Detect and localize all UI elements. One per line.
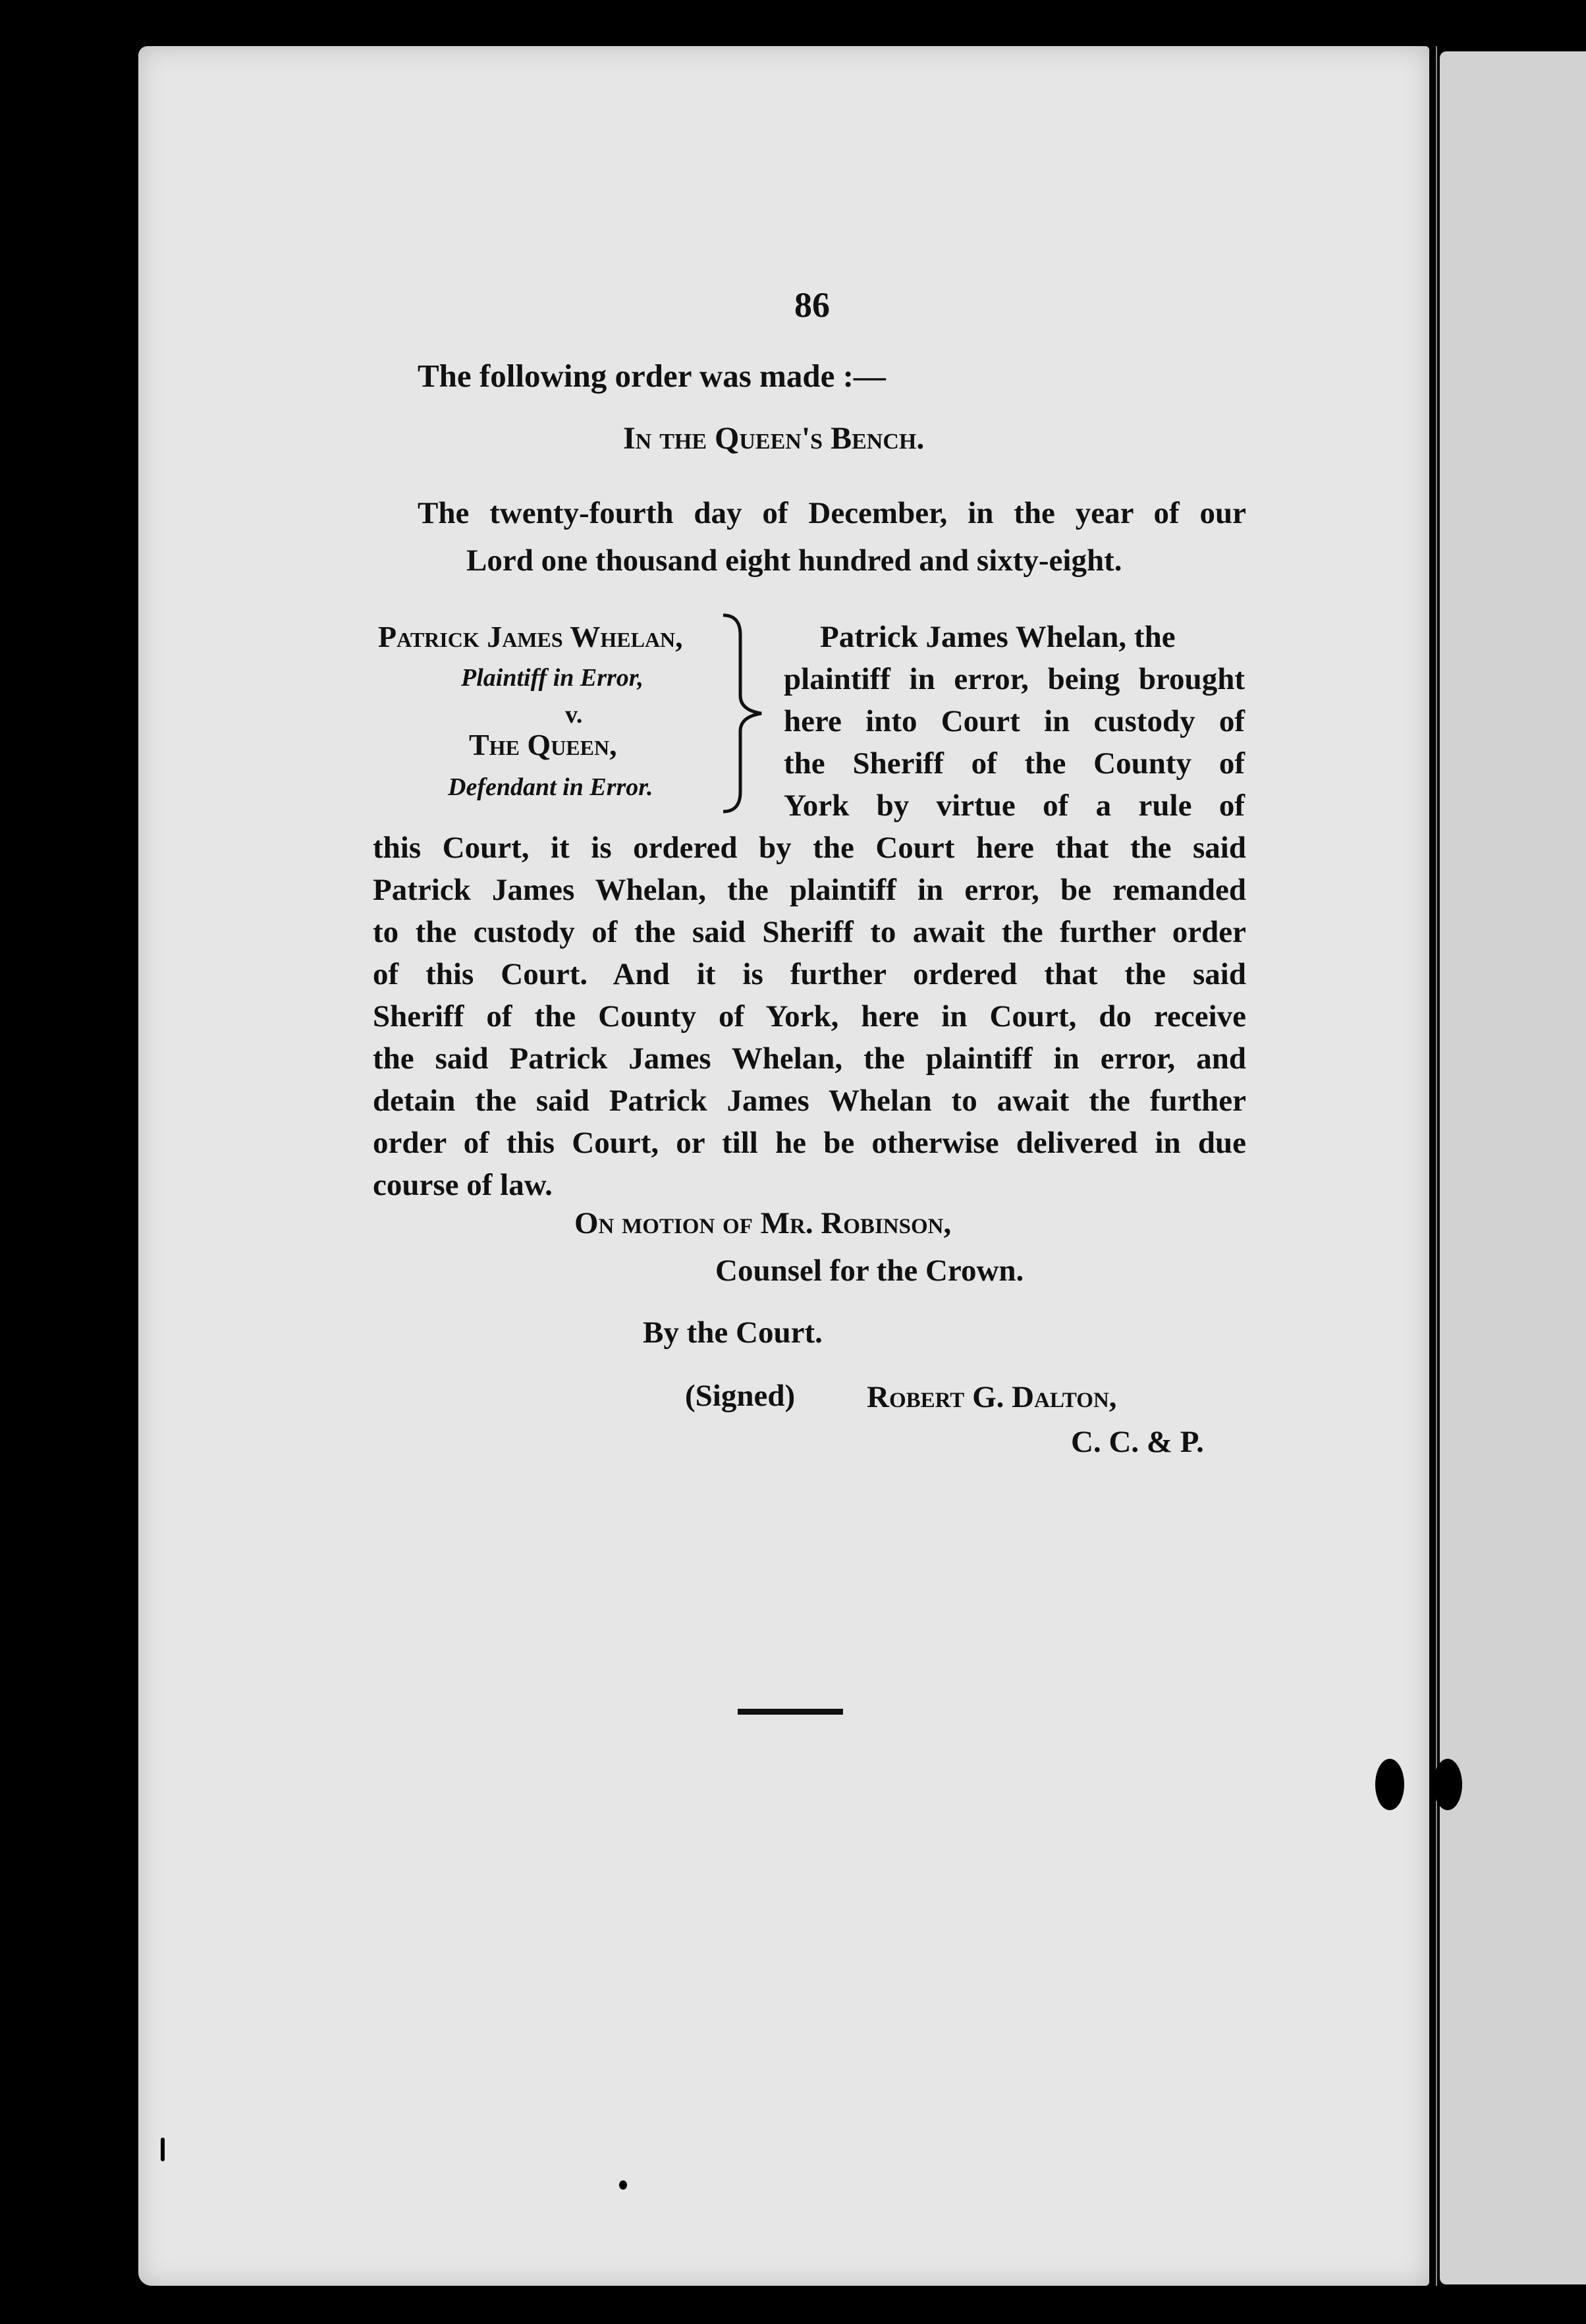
intro-line: The following order was made :—	[418, 358, 886, 394]
signatory-title: C. C. & P.	[1071, 1425, 1204, 1459]
date-line-1: The twenty-fourth day of December, in the year of our	[418, 496, 1246, 530]
body-line-2: Patrick James Whelan, the plaintiff in error, be remanded	[373, 873, 1246, 907]
court-heading: In the Queen's Bench.	[623, 421, 925, 456]
by-the-court: By the Court.	[643, 1315, 823, 1350]
signed-label: (Signed)	[685, 1379, 796, 1413]
page-gutter	[1436, 46, 1437, 2286]
body-line-5: Sheriff of the County of York, here in Court, do receive	[373, 999, 1246, 1034]
motion-line: On motion of Mr. Robinson,	[574, 1206, 952, 1240]
side-line-2: plaintiff in error, being brought	[784, 662, 1245, 696]
case-defendant: The Queen,	[469, 728, 617, 761]
body-line-4: of this Court. And it is further ordered that the said	[373, 957, 1246, 991]
body-line-8: order of this Court, or till he be otherwise delivered in due	[373, 1126, 1246, 1160]
counsel-line: Counsel for the Crown.	[715, 1254, 1024, 1288]
binding-hole-left	[1375, 1759, 1404, 1810]
ink-speck	[619, 2180, 627, 2190]
adjacent-page-edge	[1440, 51, 1586, 2284]
body-line-7: detain the said Patrick James Whelan to await the further	[373, 1084, 1246, 1118]
side-line-5: York by virtue of a rule of	[784, 788, 1245, 823]
body-line-1: this Court, it is ordered by the Court here that the said	[373, 831, 1246, 865]
signatory-name: Robert G. Dalton,	[867, 1380, 1117, 1414]
binding-hole-right	[1433, 1759, 1462, 1810]
case-versus: v.	[565, 701, 583, 729]
closing-rule	[738, 1709, 843, 1715]
case-plaintiff-role: Plaintiff in Error,	[461, 664, 644, 692]
case-plaintiff: Patrick James Whelan,	[378, 620, 683, 653]
side-line-4: the Sheriff of the County of	[784, 746, 1245, 781]
side-line-3: here into Court in custody of	[784, 704, 1245, 738]
side-line-1: Patrick James Whelan, the	[820, 620, 1176, 654]
page-number: 86	[794, 285, 830, 325]
body-line-9: course of law.	[373, 1168, 553, 1202]
date-line-2: Lord one thousand eight hundred and sixty-eight.	[466, 543, 1122, 578]
body-line-6: the said Patrick James Whelan, the plaintiff in error, and	[373, 1041, 1246, 1076]
case-defendant-role: Defendant in Error.	[448, 773, 653, 801]
body-line-3: to the custody of the said Sheriff to await the further order	[373, 915, 1246, 949]
case-brace	[718, 611, 777, 816]
margin-mark	[161, 2138, 165, 2161]
